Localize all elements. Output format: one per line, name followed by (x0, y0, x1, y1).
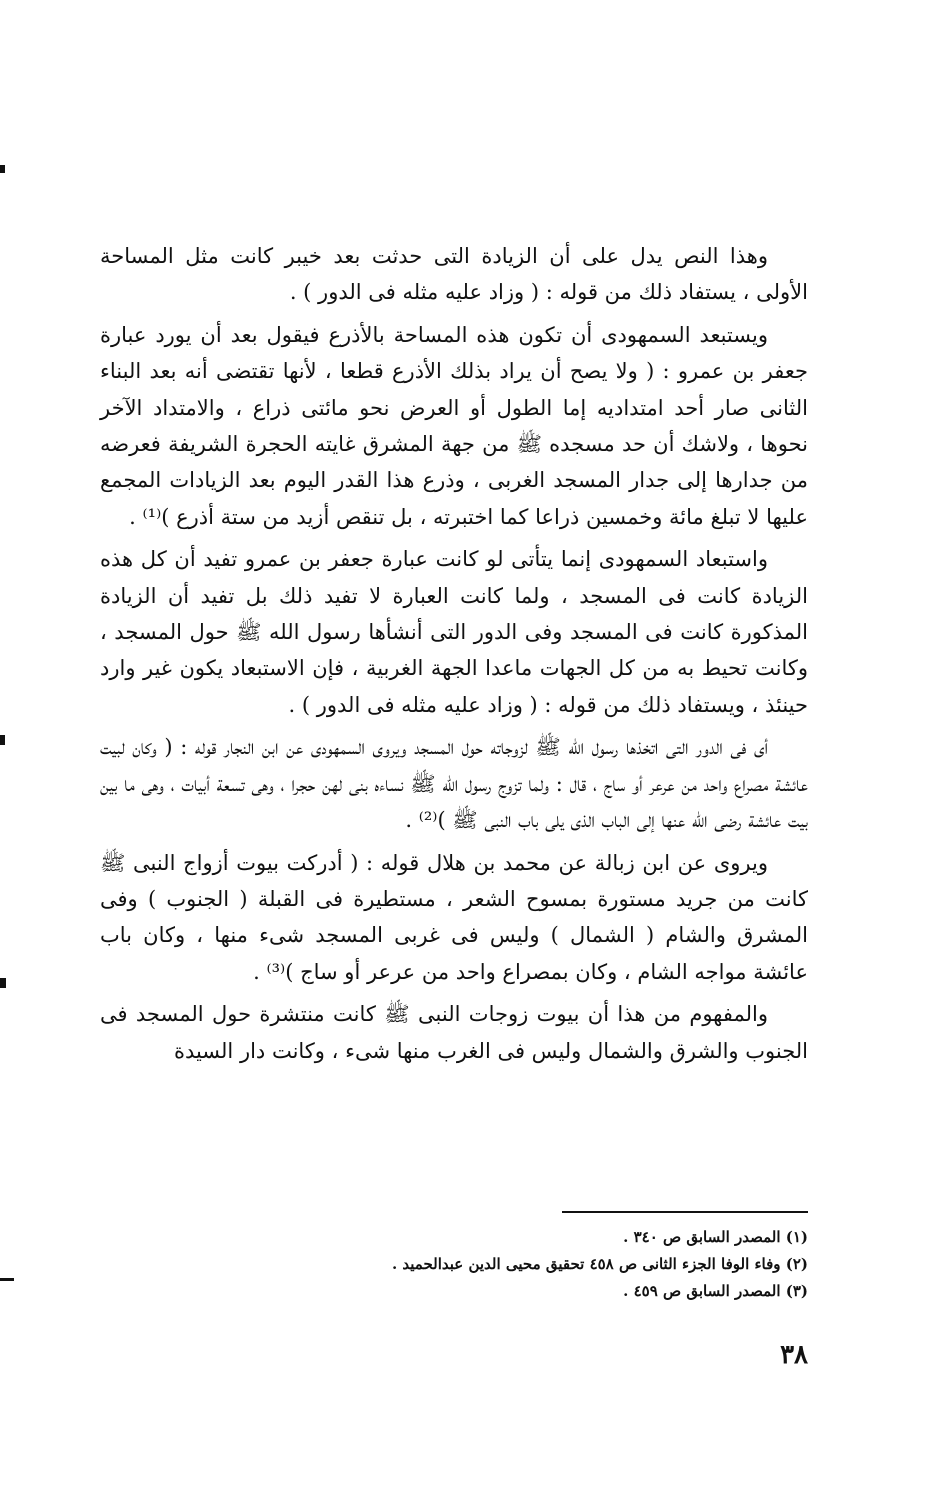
footnotes (340, 1224, 808, 1305)
paragraph-6: والمفهوم من هذا أن بيوت زوجات النبى ﷺ كانت منتشرة حول المسجد فى الجنوب والشرق والشمال وليس فى الغرب منها شىء ، وكانت دار السيدة (100, 1002, 808, 1063)
paragraph-2: ويستبعد السمهودى أن تكون هذه المساحة بالأذرع فيقول بعد أن يورد عبارة جعفر بن عمرو : ( ولا يصح أن يراد بذلك الأذرع قطعا ، لأنها تقتضى أنه بعد البناء الثانى صار أحد امتداديه إما الطول أو العرض نحو مائتى ذراع ، والامتداد الآخر نحوها ، ولاشك أن حد مسجده ﷺ من جهة المشرق غايته الحجرة الشريفة فعرضه من جدارها إلى جدار المسجد الغربى ، وذرع هذا القدر اليوم بعد الزيادات المجمع عليها لا تبلغ مائة وخمسين ذراعا كما اختبرته ، بل تنقص أزيد من ستة أذرع )⁽¹⁾ . (100, 322, 808, 529)
page-number: ٣٨ (780, 1340, 808, 1370)
scan-edge-mark (0, 165, 5, 173)
scan-edge-mark (0, 735, 5, 745)
paragraph-1: وهذا النص يدل على أن الزيادة التى حدثت بعد خيبر كانت مثل المساحة الأولى ، يستفاد ذلك من قوله : ( وزاد عليه مثله فى الدور ) . (100, 244, 808, 305)
footnote-1: (١) المصدر السابق ص ٣٤٠ . (623, 1228, 808, 1246)
scan-edge-mark (0, 978, 6, 988)
footnote-3: (٣) المصدر السابق ص ٤٥٩ . (623, 1282, 808, 1300)
footnote-separator (562, 1211, 808, 1213)
body-text (100, 238, 808, 1075)
footnote-2: (٢) وفاء الوفا الجزء الثانى ص ٤٥٨ تحقيق محيى الدين عبدالحميد . (391, 1255, 808, 1273)
scan-edge-mark (0, 1278, 14, 1281)
paragraph-5: ويروى عن ابن زبالة عن محمد بن هلال قوله : ( أدركت بيوت أزواج النبى ﷺ كانت من جريد مستورة بمسوح الشعر ، مستطيرة فى القبلة ( الجنوب ) وفى المشرق والشام ( الشمال ) وليس فى غربى المسجد شىء منها ، وكان باب عائشة مواجه الشام ، وكان بمصراع واحد من عرعر أو ساج )⁽³⁾ . (100, 850, 808, 984)
paragraph-3: واستبعاد السمهودى إنما يتأتى لو كانت عبارة جعفر بن عمرو تفيد أن كل هذه الزيادة كانت فى المسجد ، ولما كانت العبارة لا تفيد ذلك بل تفيد أن الزيادة المذكورة كانت فى المسجد وفى الدور التى أنشأها رسول الله ﷺ حول المسجد ، وكانت تحيط به من كل الجهات ماعدا الجهة الغربية ، فإن الاستبعاد يكون غير وارد حينئذ ، ويستفاد ذلك من قوله : ( وزاد عليه مثله فى الدور ) . (100, 547, 808, 717)
paragraph-4: أى فى الدور التى اتخذها رسول الله ﷺ لزوجاته حول المسجد ويروى السمهودى عن ابن النجار قوله : ( وكان لبيت عائشة مصراع واحد من عرعر أو ساج ، قال : ولما تزوج رسول الله ﷺ نساءه بنى لهن حجرا ، وهى تسعة أبيات ، وهى ما بين بيت عائشة رضى الله عنها إلى الباب الذى يلى باب النبى ﷺ )⁽²⁾ . (100, 735, 808, 833)
